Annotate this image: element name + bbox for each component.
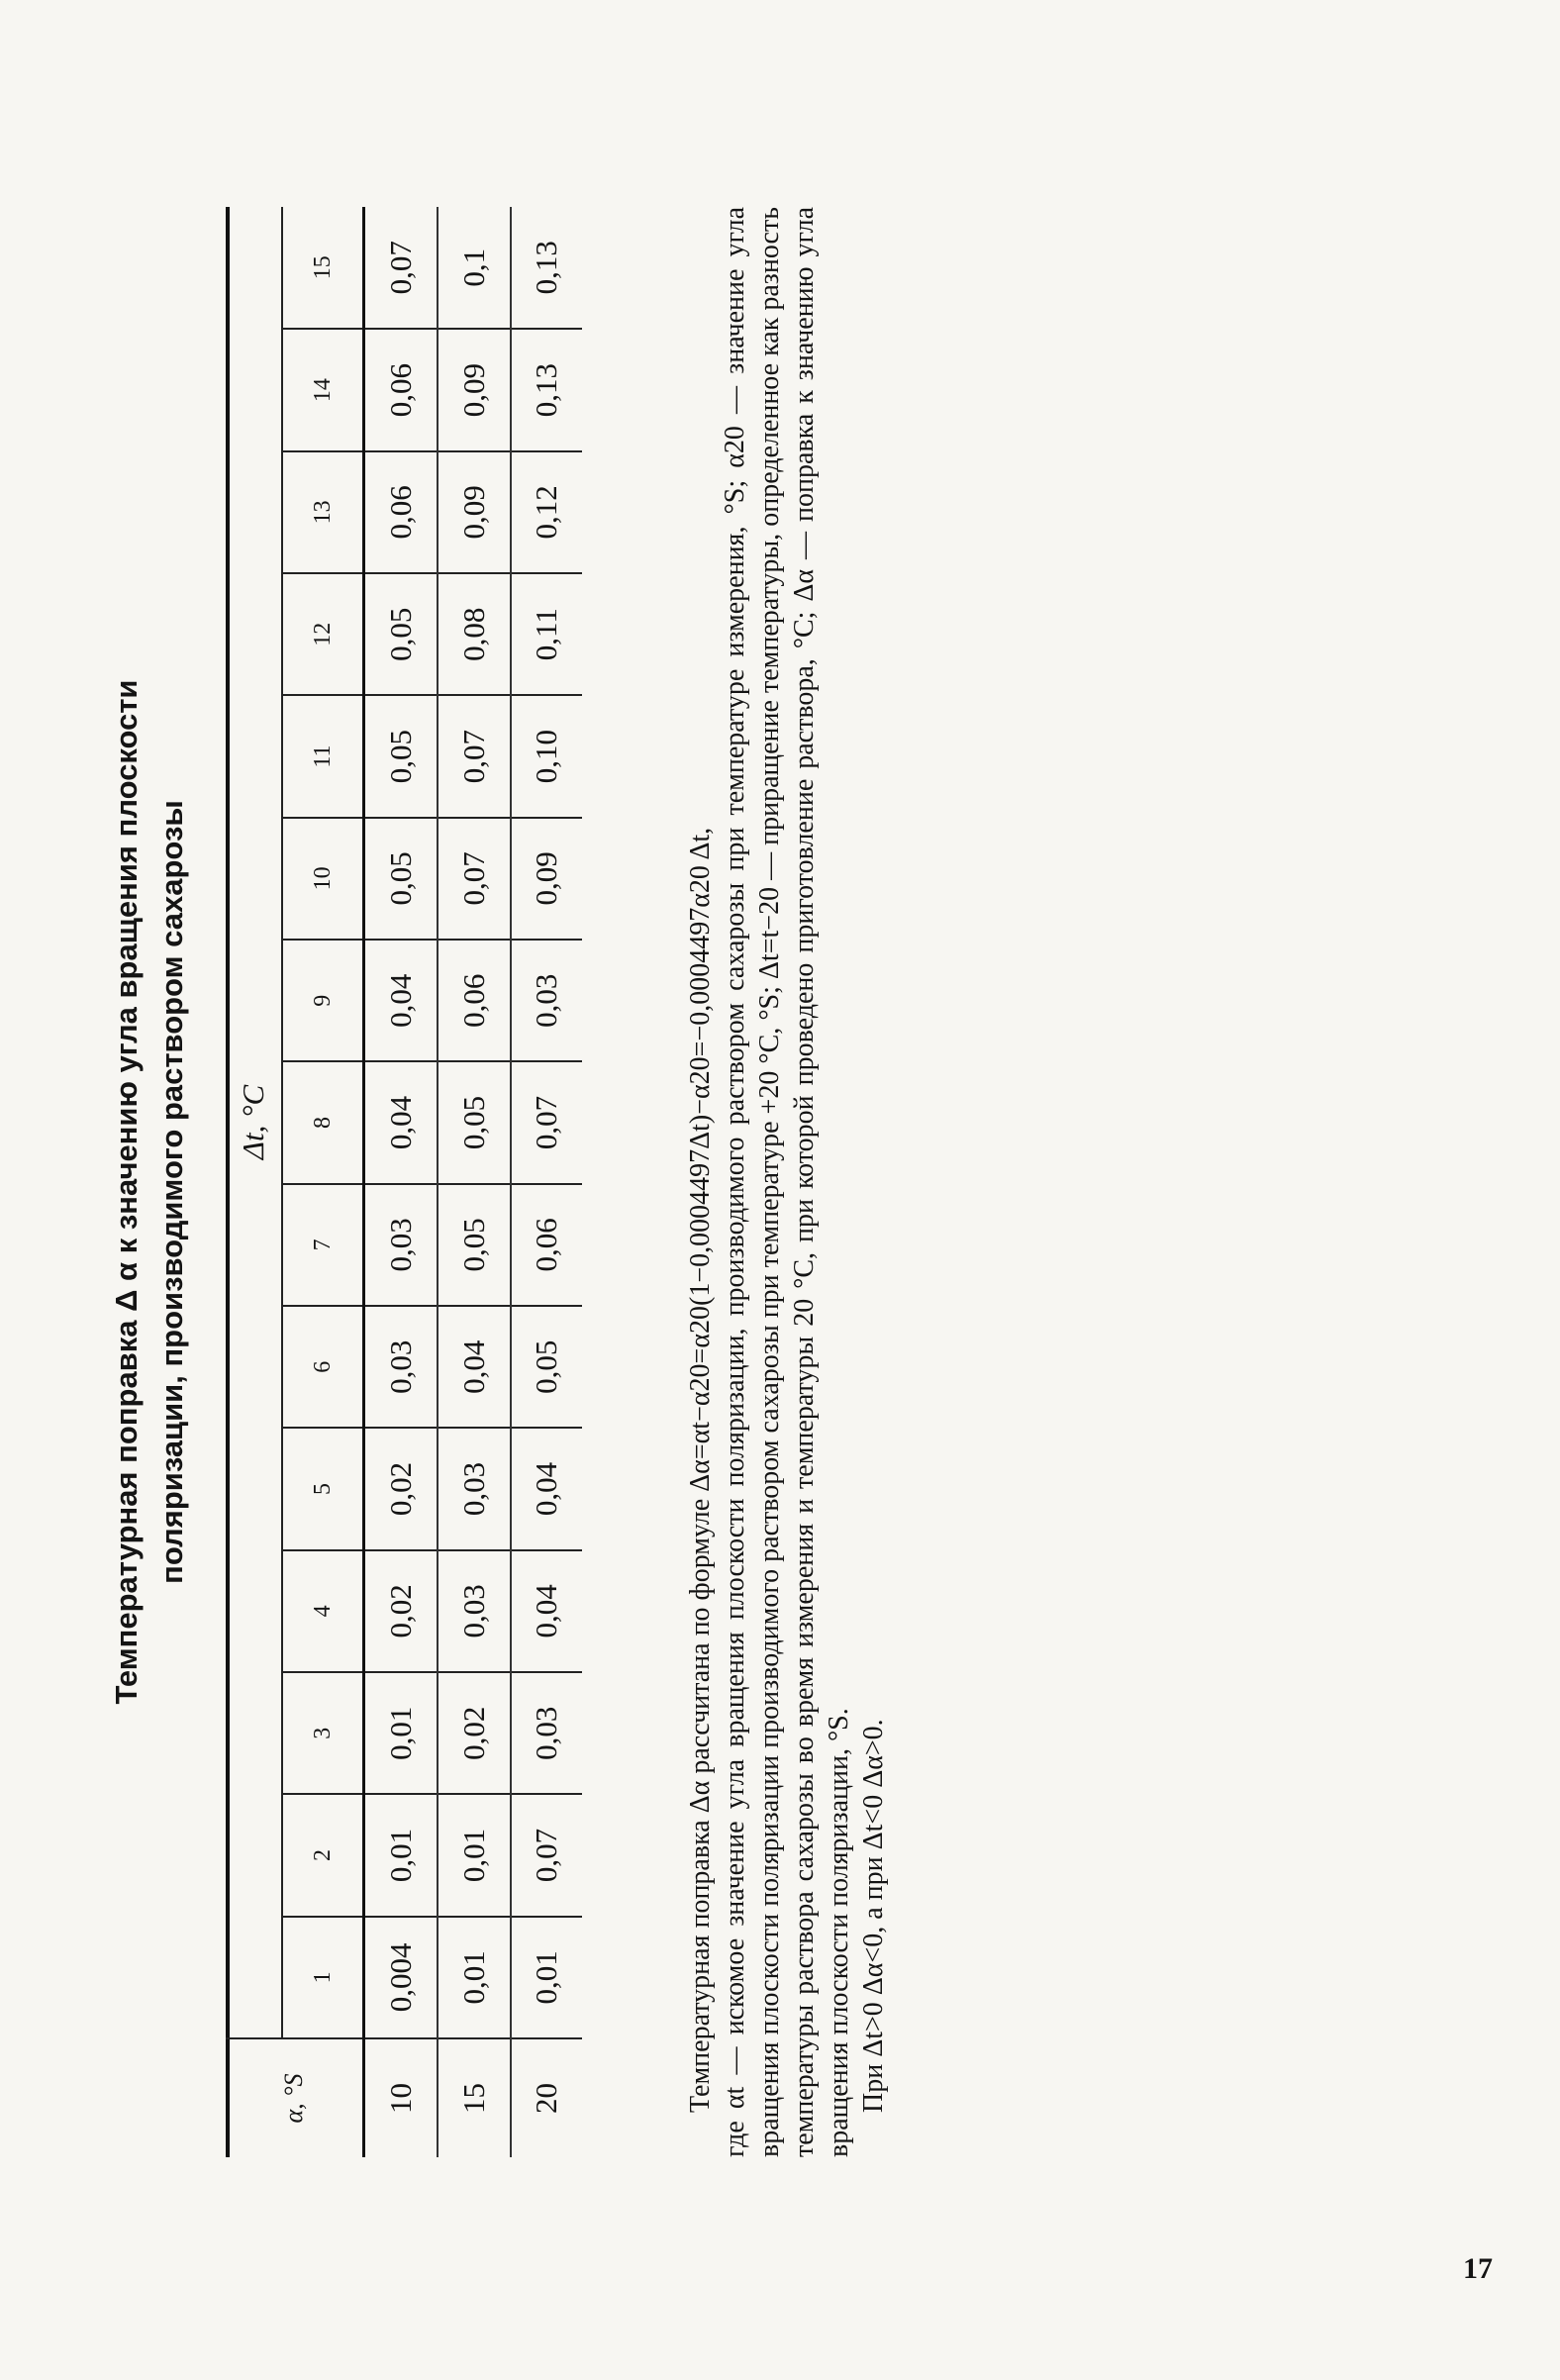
correction-value: 0,13 bbox=[511, 329, 582, 450]
correction-value: 0,03 bbox=[511, 1672, 582, 1794]
correction-value: 0,06 bbox=[364, 329, 438, 450]
correction-value: 0,04 bbox=[438, 1306, 511, 1428]
correction-value: 0,04 bbox=[364, 940, 438, 1061]
dt-header: Δt, °C bbox=[226, 207, 282, 2038]
correction-value: 0,09 bbox=[438, 329, 511, 450]
correction-value: 0,05 bbox=[364, 573, 438, 695]
correction-value: 0,07 bbox=[511, 1061, 582, 1183]
correction-value: 0,01 bbox=[438, 1917, 511, 2038]
correction-value: 0,03 bbox=[364, 1184, 438, 1306]
dt-column-header: 12 bbox=[282, 573, 364, 695]
correction-value: 0,05 bbox=[438, 1184, 511, 1306]
title-line-1: Температурная поправка Δ α к значению угла вращения плоскости bbox=[109, 679, 144, 1705]
alpha-value: 15 bbox=[438, 2038, 511, 2157]
dt-column-header: 14 bbox=[282, 329, 364, 450]
dt-column-header: 1 bbox=[282, 1917, 364, 2038]
dt-column-header: 3 bbox=[282, 1672, 364, 1794]
correction-value: 0,08 bbox=[438, 573, 511, 695]
correction-value: 0,07 bbox=[364, 207, 438, 329]
correction-value: 0,06 bbox=[438, 940, 511, 1061]
table-title bbox=[104, 251, 195, 2132]
correction-value: 0,004 bbox=[364, 1917, 438, 2038]
correction-value: 0,13 bbox=[511, 207, 582, 329]
header-row-columns bbox=[282, 207, 364, 2157]
correction-value: 0,05 bbox=[438, 1061, 511, 1183]
correction-value: 0,07 bbox=[511, 1794, 582, 1916]
correction-value: 0,05 bbox=[364, 818, 438, 940]
correction-value: 0,03 bbox=[438, 1550, 511, 1672]
correction-value: 0,09 bbox=[438, 451, 511, 573]
dt-column-header: 5 bbox=[282, 1428, 364, 1549]
correction-value: 0,04 bbox=[364, 1061, 438, 1183]
correction-value: 0,06 bbox=[511, 1184, 582, 1306]
correction-value: 0,02 bbox=[364, 1550, 438, 1672]
correction-value: 0,06 bbox=[364, 451, 438, 573]
correction-value: 0,01 bbox=[511, 1917, 582, 2038]
correction-value: 0,01 bbox=[364, 1672, 438, 1794]
correction-value: 0,07 bbox=[438, 695, 511, 817]
correction-value: 0,1 bbox=[438, 207, 511, 329]
definitions-text: где αt — искомое значение угла вращения плоскости поляризации, производимого раствором сахарозы при температуре измерения, °S; α20 — значение угла вращения плоскости поляризации производимого раствором сахарозы при температуре +20 °C, °S; Δt=t−20 — приращение температуры, определенное как разность температуры раствора сахарозы во время измерения и температуры 20 °C, при которой проведено приготовление раствора, °C; Δα — поправка к значению угла вращения плоскости поляризации, °S. bbox=[720, 207, 854, 2157]
table-notes bbox=[683, 207, 891, 2157]
title-line-2: поляризации, производимого раствором сахарозы bbox=[154, 800, 189, 1584]
dt-column-header: 4 bbox=[282, 1550, 364, 1672]
correction-value: 0,01 bbox=[438, 1794, 511, 1916]
table-row bbox=[438, 207, 511, 2157]
alpha-column-header: α, °S bbox=[226, 2038, 364, 2157]
correction-value: 0,02 bbox=[364, 1428, 438, 1549]
dt-column-header: 15 bbox=[282, 207, 364, 329]
correction-value: 0,01 bbox=[364, 1794, 438, 1916]
table-row bbox=[511, 207, 582, 2157]
sign-rule-text: При Δt>0 Δα<0, а при Δt<0 Δα>0. bbox=[858, 1719, 889, 2113]
correction-value: 0,04 bbox=[511, 1550, 582, 1672]
correction-value: 0,02 bbox=[438, 1672, 511, 1794]
alpha-value: 10 bbox=[364, 2038, 438, 2157]
correction-value: 0,05 bbox=[364, 695, 438, 817]
correction-value: 0,10 bbox=[511, 695, 582, 817]
correction-value: 0,09 bbox=[511, 818, 582, 940]
header-row-dt bbox=[226, 207, 282, 2157]
dt-column-header: 8 bbox=[282, 1061, 364, 1183]
table-body bbox=[364, 207, 583, 2157]
page-number: 17 bbox=[1463, 2252, 1493, 2285]
dt-column-header: 10 bbox=[282, 818, 364, 940]
correction-value: 0,11 bbox=[511, 573, 582, 695]
dt-column-header: 13 bbox=[282, 451, 364, 573]
table-row bbox=[364, 207, 438, 2157]
correction-table bbox=[226, 207, 582, 2157]
dt-column-header: 6 bbox=[282, 1306, 364, 1428]
correction-value: 0,03 bbox=[438, 1428, 511, 1549]
correction-value: 0,05 bbox=[511, 1306, 582, 1428]
dt-column-header: 7 bbox=[282, 1184, 364, 1306]
dt-column-header: 9 bbox=[282, 940, 364, 1061]
dt-column-header: 2 bbox=[282, 1794, 364, 1916]
correction-value: 0,03 bbox=[364, 1306, 438, 1428]
alpha-value: 20 bbox=[511, 2038, 582, 2157]
correction-value: 0,07 bbox=[438, 818, 511, 940]
correction-value: 0,12 bbox=[511, 451, 582, 573]
correction-value: 0,03 bbox=[511, 940, 582, 1061]
dt-column-header: 11 bbox=[282, 695, 364, 817]
formula-text: Температурная поправка Δα рассчитана по формуле Δα=αt−α20=α20(1−0,0004497Δt)−α20=−0,0004497α20 Δt, bbox=[685, 827, 716, 2113]
correction-value: 0,04 bbox=[511, 1428, 582, 1549]
